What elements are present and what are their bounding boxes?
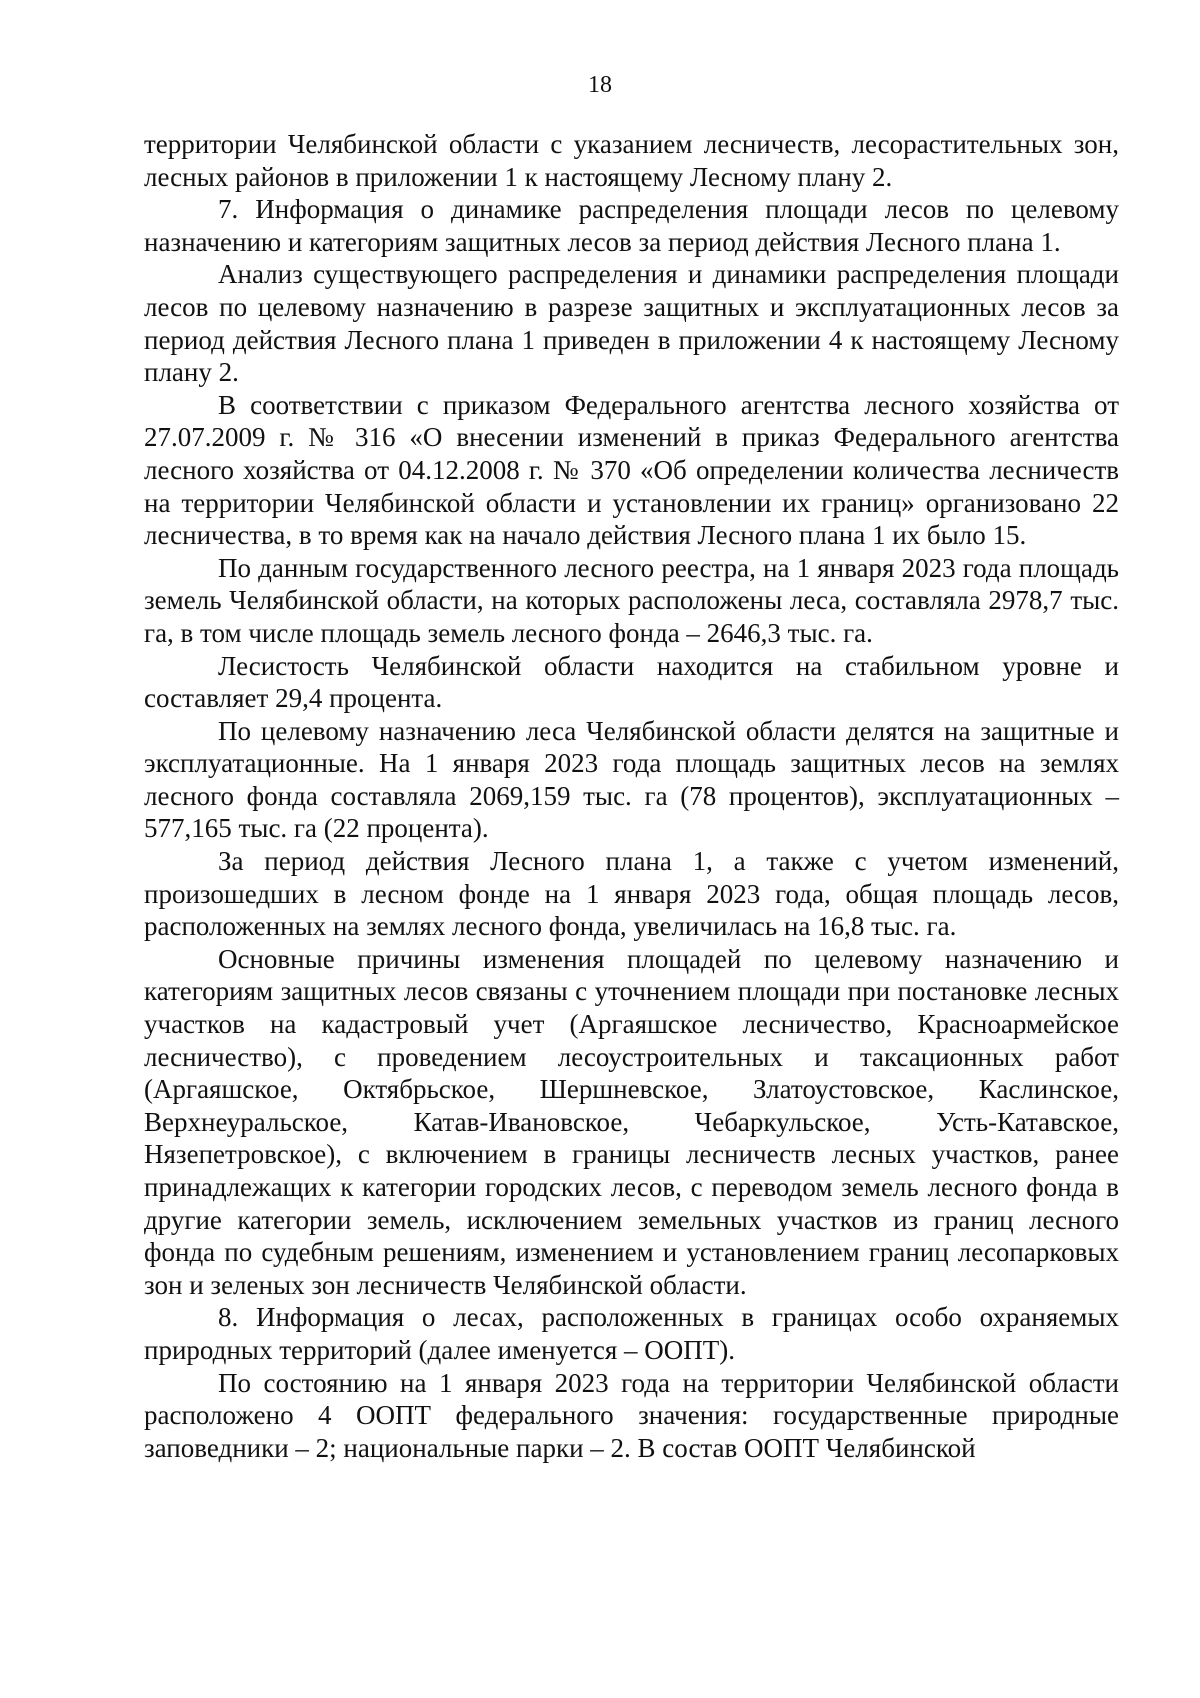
paragraph-area-change: За период действия Лесного плана 1, а также с учетом изменений, произошедших в лесном фонде на 1 января 2023 года, общая площадь лесов, расположенных на землях лесного фонда, увеличилась на 16,8 тыс. га.	[144, 846, 1119, 942]
section-7-heading: 7. Информация о динамике распределения площади лесов по целевому назначению и категориям защитных лесов за период действия Лесного плана 1.	[144, 194, 1119, 257]
section-8-heading: 8. Информация о лесах, расположенных в границах особо охраняемых природных территорий (далее именуется – ООПТ).	[144, 1302, 1119, 1365]
document-body	[144, 128, 1119, 1464]
paragraph-forest-cover: Лесистость Челябинской области находится на стабильном уровне и составляет 29,4 процента.	[144, 650, 1119, 714]
paragraph-change-reasons: Основные причины изменения площадей по целевому назначению и категориям защитных лесов связаны с уточнением площади при постановке лесных участков на кадастровый учет (Аргаяшское лесничество, Красноармейское лесничество), с проведением лесоустроительных и таксационных работ (Аргаяшское, Октябрьское, Шершневское, Златоустовское, Каслинское, Верхнеуральское, Катав-Ивановское, Чебаркульское, Усть-Катавское, Нязепетровское), с включением в границы лесничеств лесных участков, ранее принадлежащих к категории городских лесов, с переводом земель лесного фонда в другие категории земель, исключением земельных участков из границ лесного фонда по судебным решениям, изменением и установлением границ лесопарковых зон и зеленых зон лесничеств Челябинской области.	[144, 943, 1119, 1300]
page-number: 18	[588, 72, 612, 98]
paragraph-purpose-split: По целевому назначению леса Челябинской области делятся на защитные и эксплуатационные. На 1 января 2023 года площадь защитных лесов на землях лесного фонда составляла 2069,159 тыс. га (78 процентов), эксплуатационных – 577,165 тыс. га (22 процента).	[144, 715, 1119, 844]
paragraph-oopt-status: По состоянию на 1 января 2023 года на территории Челябинской области расположено 4 ООПТ федерального значения: государственные природные заповедники – 2; национальные парки – 2. В состав ООПТ Челябинской	[144, 1367, 1119, 1463]
paragraph-forest-registry: По данным государственного лесного реестра, на 1 января 2023 года площадь земель Челябинской области, на которых расположены леса, составляла 2978,7 тыс. га, в том числе площадь земель лесного фонда – 2646,3 тыс. га.	[144, 552, 1119, 648]
paragraph-continuation: территории Челябинской области с указанием лесничеств, лесорастительных зон, лесных районов в приложении 1 к настоящему Лесному плану 2.	[144, 129, 1119, 192]
paragraph-order-316: В соответствии с приказом Федерального агентства лесного хозяйства от 27.07.2009 г. № 316 «О внесении изменений в приказ Федерального агентства лесного хозяйства от 04.12.2008 г. № 370 «Об определении количества лесничеств на территории Челябинской области и установлении их границ» организовано 22 лесничества, в то время как на начало действия Лесного плана 1 их было 15.	[144, 389, 1119, 551]
paragraph-analysis: Анализ существующего распределения и динамики распределения площади лесов по целевому назначению в разрезе защитных и эксплуатационных лесов за период действия Лесного плана 1 приведен в приложении 4 к настоящему Лесному плану 2.	[144, 259, 1119, 388]
